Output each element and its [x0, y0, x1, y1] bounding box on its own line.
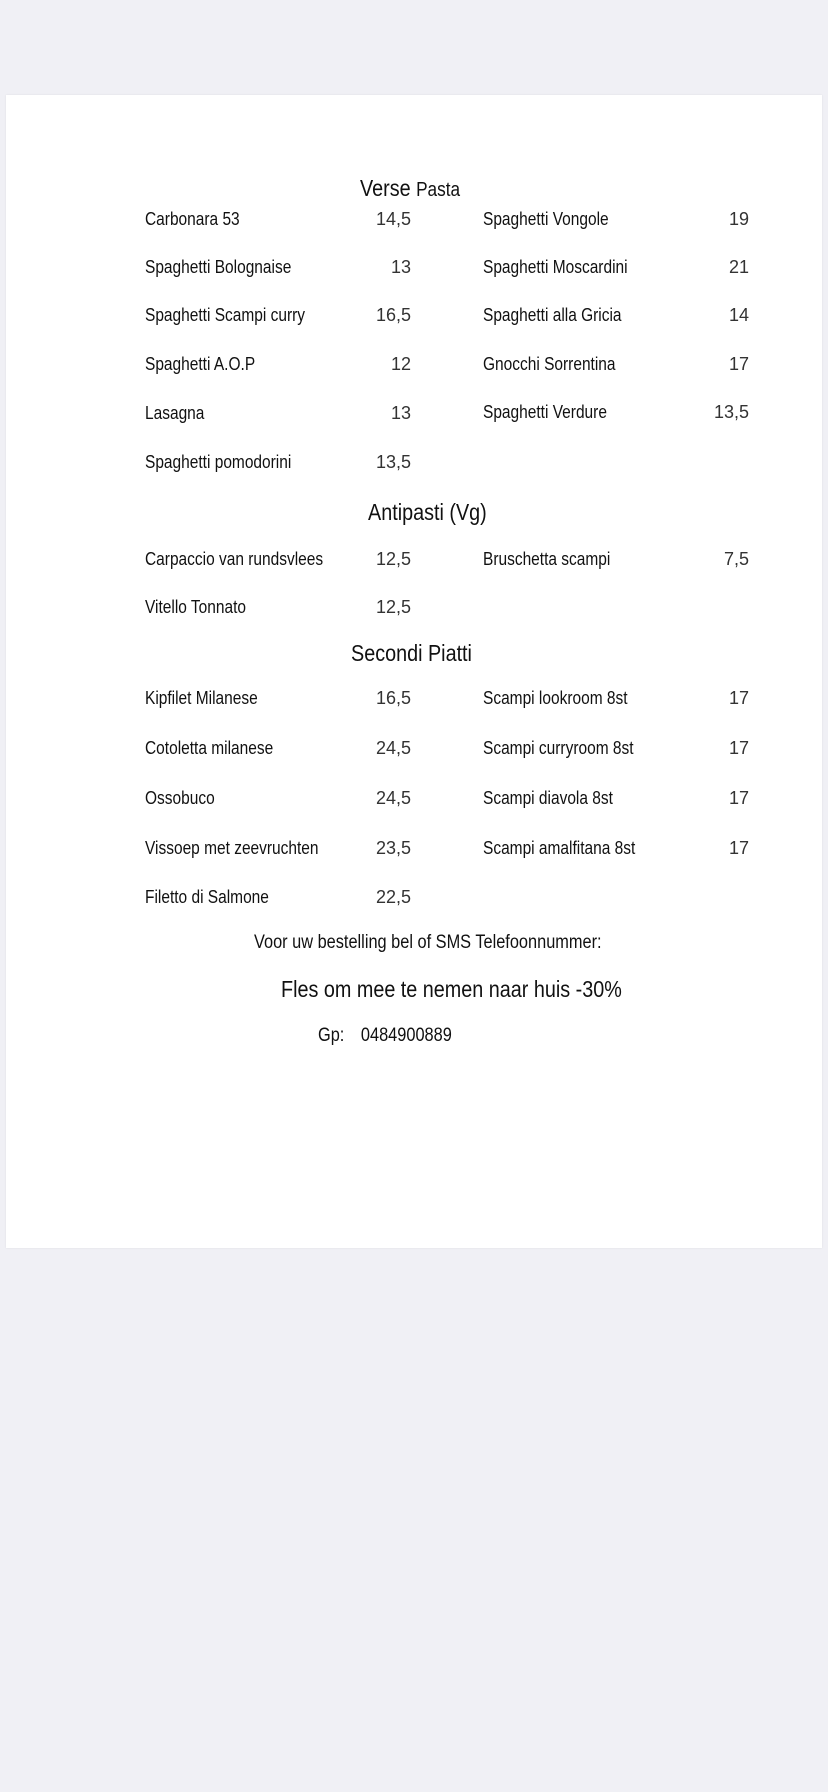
menu-item-price: 22,5: [375, 887, 411, 907]
menu-item-price: 16,5: [375, 688, 411, 708]
menu-item-price: 12: [390, 354, 411, 374]
menu-item-price: 17: [728, 738, 749, 758]
menu-item-price: 16,5: [375, 305, 411, 325]
menu-item-price: 13: [390, 403, 411, 423]
menu-item-price: 21: [728, 257, 749, 277]
menu-item-name: Spaghetti Scampi curry: [145, 305, 306, 325]
menu-item-name: Cotoletta milanese: [145, 738, 274, 758]
menu-item-name: Scampi diavola 8st: [483, 788, 613, 808]
menu-page: [6, 95, 822, 1248]
menu-item-price: 12,5: [375, 549, 411, 569]
menu-item-price: 24,5: [375, 738, 411, 758]
bottles-discount-text: Fles om mee te nemen naar huis -30%: [281, 976, 622, 1002]
menu-item-name: Carpaccio van rundsvlees: [145, 549, 324, 569]
section-title-verse-pasta: [360, 175, 460, 202]
menu-item-name: Bruschetta scampi: [483, 549, 611, 569]
menu-item-name: Scampi curryroom 8st: [483, 738, 634, 758]
menu-item-price: 12,5: [375, 597, 411, 617]
menu-item-price: 14: [728, 305, 749, 325]
menu-item-price: 24,5: [375, 788, 411, 808]
menu-item-name: Carbonara 53: [145, 209, 240, 229]
menu-item-name: Spaghetti A.O.P: [145, 354, 256, 374]
menu-item-name: Ossobuco: [145, 788, 215, 808]
menu-item-price: 7,5: [723, 549, 749, 569]
menu-item-price: 17: [728, 788, 749, 808]
phone-label: Gp:: [318, 1025, 345, 1046]
title-sub: Pasta: [416, 179, 461, 201]
title-main: Verse: [360, 175, 411, 201]
section-title-antipasti: Antipasti (Vg): [368, 499, 487, 525]
menu-item-price: 19: [728, 209, 749, 229]
menu-item-name: Spaghetti Vongole: [483, 209, 609, 229]
menu-item-name: Lasagna: [145, 403, 205, 423]
menu-item-price: 13,5: [375, 452, 411, 472]
menu-item-price: 13,5: [713, 402, 749, 422]
menu-item-price: 23,5: [375, 838, 411, 858]
menu-item-name: Vitello Tonnato: [145, 597, 246, 617]
menu-item-price: 17: [728, 838, 749, 858]
menu-item-name: Vissoep met zeevruchten: [145, 838, 319, 858]
menu-item-name: Spaghetti alla Gricia: [483, 305, 622, 325]
menu-item-name: Scampi lookroom 8st: [483, 688, 628, 708]
menu-item-name: Spaghetti pomodorini: [145, 452, 292, 472]
menu-item-price: 17: [728, 688, 749, 708]
menu-item-price: 13: [390, 257, 411, 277]
menu-item-name: Kipfilet Milanese: [145, 688, 258, 708]
menu-item-name: Gnocchi Sorrentina: [483, 354, 616, 374]
menu-item-price: 17: [728, 354, 749, 374]
section-title-secondi-piatti: Secondi Piatti: [351, 640, 472, 666]
menu-item-name: Filetto di Salmone: [145, 887, 269, 907]
menu-item-price: 14,5: [375, 209, 411, 229]
menu-item-name: Spaghetti Moscardini: [483, 257, 628, 277]
menu-item-name: Spaghetti Verdure: [483, 402, 607, 422]
phone-number: 0484900889: [360, 1025, 452, 1046]
menu-item-name: Spaghetti Bolognaise: [145, 257, 292, 277]
order-info-text: Voor uw bestelling bel of SMS Telefoonnummer:: [254, 932, 602, 953]
phone-line: [318, 1025, 452, 1047]
menu-item-name: Scampi amalfitana 8st: [483, 838, 636, 858]
